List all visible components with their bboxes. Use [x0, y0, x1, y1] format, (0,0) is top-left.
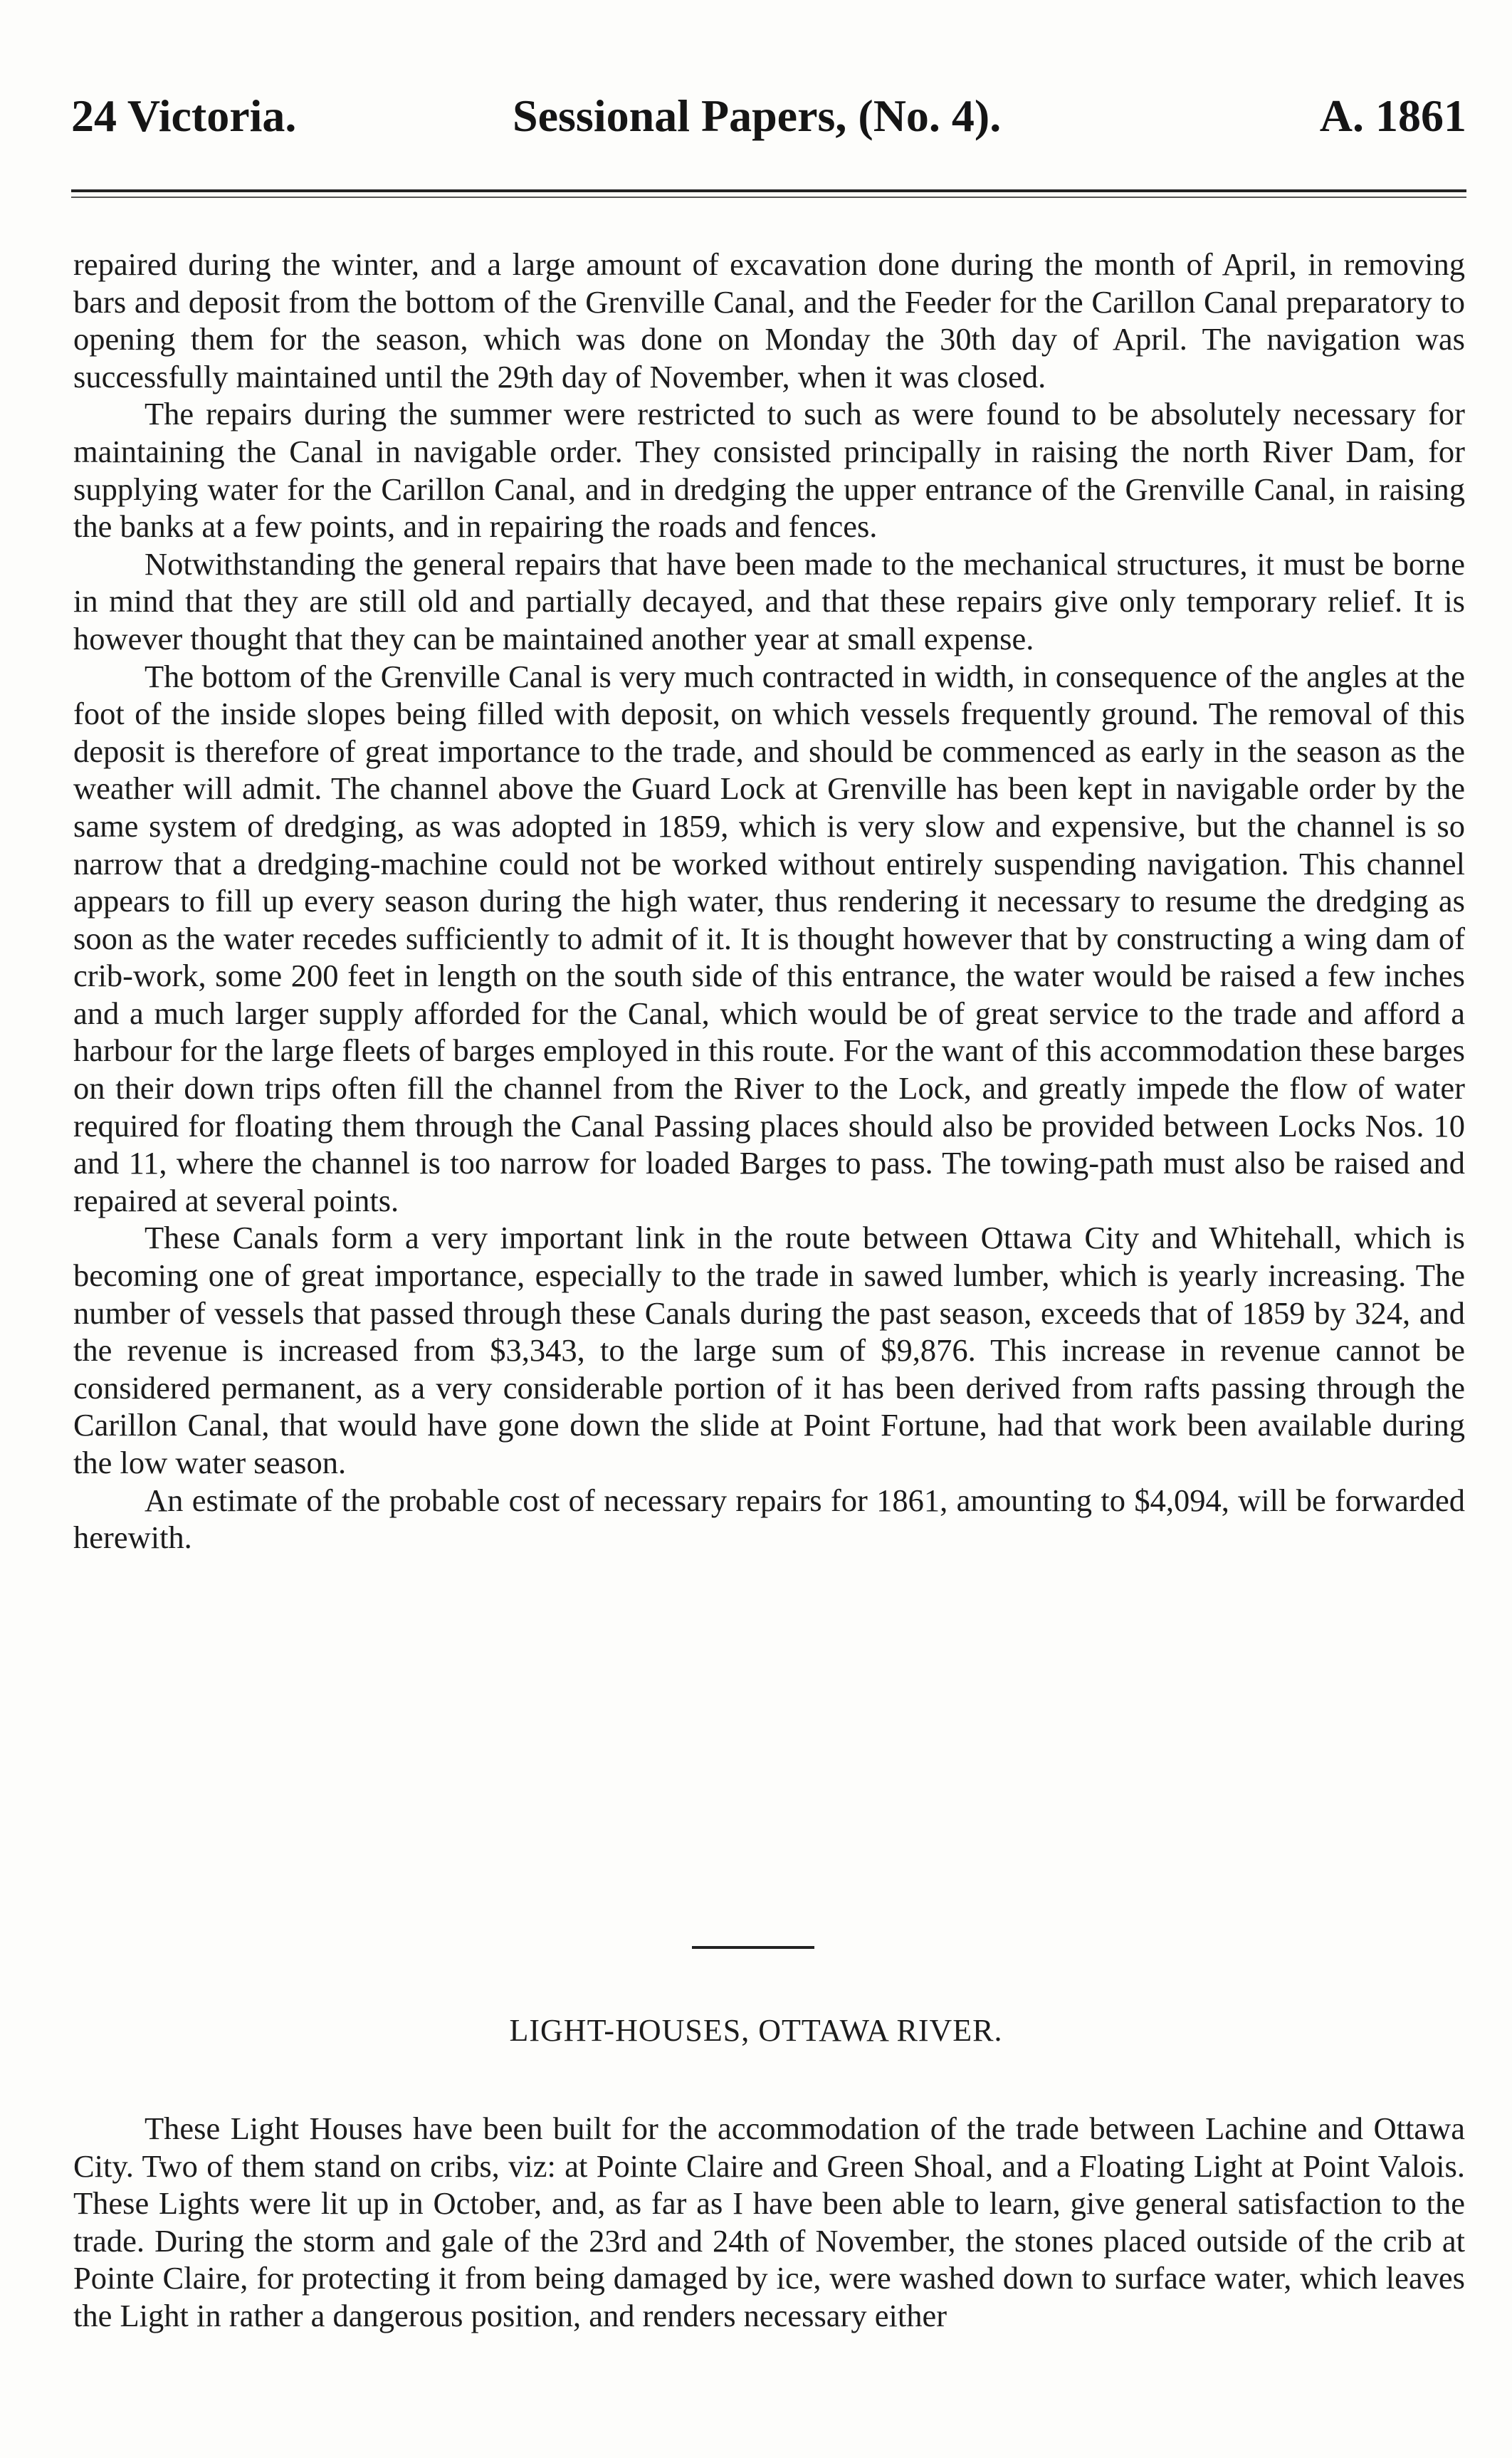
header-volume: 24 Victoria. — [71, 90, 297, 141]
paragraph-structures: Notwithstanding the general repairs that have been made to the mechanical structures, it must be borne in mind that they are still old and partially decayed, and that these repairs give only temporary relief. It is however thought that they can be maintained another year at small expense. — [73, 545, 1465, 657]
paragraph-estimate: An estimate of the probable cost of necessary repairs for 1861, amounting to $4,094, will be forwarded herewith. — [73, 1482, 1465, 1556]
paragraph-channel: The bottom of the Grenville Canal is very much contracted in width, in consequence of the angles at the foot of the inside slopes being filled with deposit, on which vessels frequently ground. The removal of this deposit is therefore of great importance to the trade, and should be commenced as early in the season as the weather will admit. The channel above the Guard Lock at Grenville has been kept in navigable order by the same system of dredging, as was adopted in 1859, which is very slow and expensive, but the channel is so narrow that a dredging-machine could not be worked without entirely suspending navigation. This channel appears to fill up every season during the high water, thus rendering it necessary to resume the dredging as soon as the water recedes sufficiently to admit of it. It is thought however that by constructing a wing dam of crib-work, some 200 feet in length on the south side of this entrance, the water would be raised a few inches and a much larger supply afforded for the Canal, which would be of great service to the trade and afford a harbour for the large fleets of barges employed in this route. For the want of this accommodation these barges on their down trips often fill the channel from the River to the Lock, and greatly impede the flow of water required for floating them through the Canal Passing places should also be provided between Locks Nos. 10 and 11, where the channel is too narrow for loaded Barges to pass. The towing-path must also be raised and repaired at several points. — [73, 658, 1465, 1218]
header-title: Sessional Papers, (No. 4). — [513, 90, 1002, 141]
header-rule-thick — [71, 189, 1466, 192]
section-heading: LIGHT-HOUSES, OTTAWA RIVER. — [509, 2013, 1003, 2048]
paragraph-route-importance: These Canals form a very important link in the route between Ottawa City and Whitehall, which is becoming one of great importance, especially to the trade in sawed lumber, which is yearly increasing. The number of vessels that passed through these Canals during the past season, exceeds that of 1859 by 324, and the revenue is increased from $3,343, to the large sum of $9,876. This increase in revenue cannot be considered permanent, as a very considerable portion of it has been derived from rafts passing through the Carillon Canal, that would have gone down the slide at Point Fortune, had that work been available during the low water season. — [73, 1220, 1465, 1480]
paragraph-summer-repairs: The repairs during the summer were restricted to such as were found to be absolutely necessary for maintaining the Canal in navigable order. They consisted principally in raising the north River Dam, for supplying water for the Carillon Canal, and in dredging the upper entrance of the Grenville Canal, in raising the banks at a few points, and in repairing the roads and fences. — [73, 396, 1465, 545]
header-year: A. 1861 — [1319, 90, 1466, 141]
light-houses-text — [73, 2110, 1465, 2335]
paragraph-light-houses: These Light Houses have been built for the accommodation of the trade between Lachine and Ottawa City. Two of them stand on cribs, viz: at Pointe Claire and Green Shoal, and a Floating Light at Point Valois. These Lights were lit up in October, and, as far as I have been able to learn, give general satisfaction to the trade. During the storm and gale of the 23rd and 24th of November, the stones placed outside of the crib at Pointe Claire, for protecting it from being damaged by ice, were washed down to surface water, which leaves the Light in rather a dangerous position, and renders necessary either — [73, 2111, 1465, 2333]
header-rule-thin — [71, 197, 1466, 198]
paragraph-continued: repaired during the winter, and a large amount of excavation done during the month of April, in removing bars and deposit from the bottom of the Grenville Canal, and the Feeder for the Carillon Canal preparatory to opening them for the season, which was done on Monday the 30th day of April. The navigation was successfully maintained until the 29th day of November, when it was closed. — [73, 246, 1465, 394]
running-header — [71, 84, 1466, 148]
canal-report-text — [73, 246, 1465, 1557]
section-divider — [692, 1946, 814, 1949]
